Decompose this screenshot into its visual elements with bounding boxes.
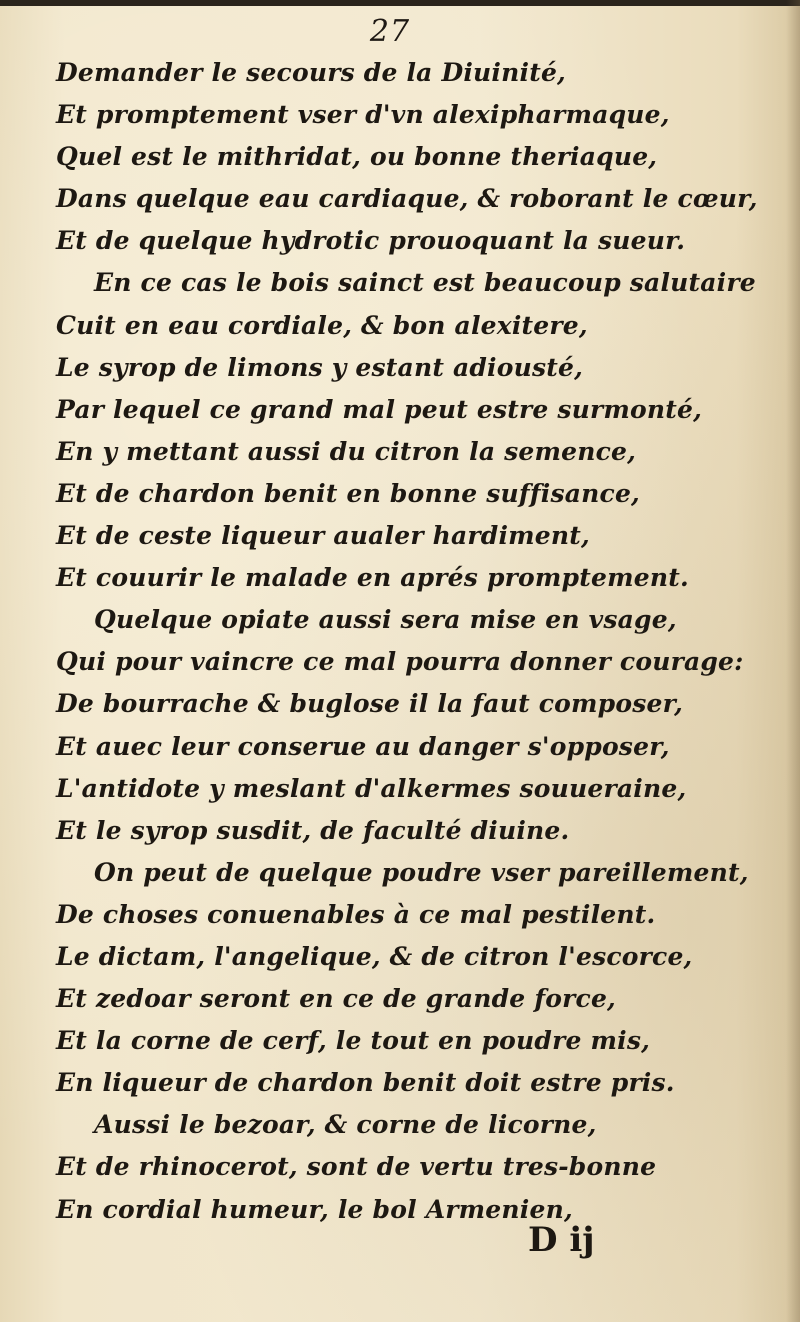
verse-line: Et de ceste liqueur aualer hardiment, bbox=[56, 521, 590, 551]
verse-line-indented: Aussi le bezoar, & corne de licorne, bbox=[94, 1110, 597, 1140]
verse-line: Et de quelque hydrotic prouoquant la sueur. bbox=[56, 226, 686, 256]
verse-line: Et auec leur conserue au danger s'opposer, bbox=[56, 731, 670, 761]
verse-text-block bbox=[56, 52, 756, 1231]
verse-line: Le syrop de limons y estant adiousté, bbox=[56, 352, 584, 382]
verse-line: Et couurir le malade en aprés promptement. bbox=[56, 563, 689, 593]
verse-line: En y mettant aussi du citron la semence, bbox=[56, 436, 637, 466]
verse-line-indented: En ce cas le bois sainct est beaucoup salutaire bbox=[94, 268, 756, 298]
verse-line: Quel est le mithridat, ou bonne theriaque, bbox=[56, 142, 658, 172]
verse-line: Et le syrop susdit, de faculté diuine. bbox=[56, 815, 570, 845]
verse-line: Et promptement vser d'vn alexipharmaque, bbox=[56, 100, 670, 130]
verse-line: Demander le secours de la Diuinité, bbox=[56, 58, 566, 87]
signature-mark: D ij bbox=[528, 1220, 595, 1260]
verse-line: Et de chardon benit en bonne suffisance, bbox=[56, 478, 640, 508]
verse-line: En liqueur de chardon benit doit estre pris. bbox=[56, 1068, 675, 1098]
verse-line: En cordial humeur, le bol Armenien, bbox=[56, 1194, 573, 1224]
verse-line: Par lequel ce grand mal peut estre surmonté, bbox=[56, 394, 703, 424]
verse-line: Le dictam, l'angelique, & de citron l'escorce, bbox=[56, 941, 693, 971]
verse-line: L'antidote y meslant d'alkermes souueraine, bbox=[56, 773, 687, 803]
verse-line: Et de rhinocerot, sont de vertu tres-bonne bbox=[56, 1152, 657, 1182]
verse-line-indented: On peut de quelque poudre vser pareillement, bbox=[94, 857, 749, 887]
verse-line: Cuit en eau cordiale, & bon alexitere, bbox=[56, 310, 588, 340]
verse-line: Dans quelque eau cardiaque, & roborant le cœur, bbox=[56, 184, 758, 214]
page-gutter-shadow bbox=[786, 0, 800, 1322]
verse-line: De bourrache & buglose il la faut composer, bbox=[56, 689, 684, 719]
page-top-edge bbox=[0, 0, 800, 6]
page-number: 27 bbox=[369, 14, 411, 49]
verse-line: De choses conuenables à ce mal pestilent. bbox=[56, 899, 656, 929]
verse-line-indented: Quelque opiate aussi sera mise en vsage, bbox=[94, 605, 677, 635]
verse-line: Et la corne de cerf, le tout en poudre mis, bbox=[56, 1026, 651, 1056]
verse-line: Et zedoar seront en ce de grande force, bbox=[56, 984, 616, 1014]
verse-line: Qui pour vaincre ce mal pourra donner courage: bbox=[56, 647, 744, 677]
